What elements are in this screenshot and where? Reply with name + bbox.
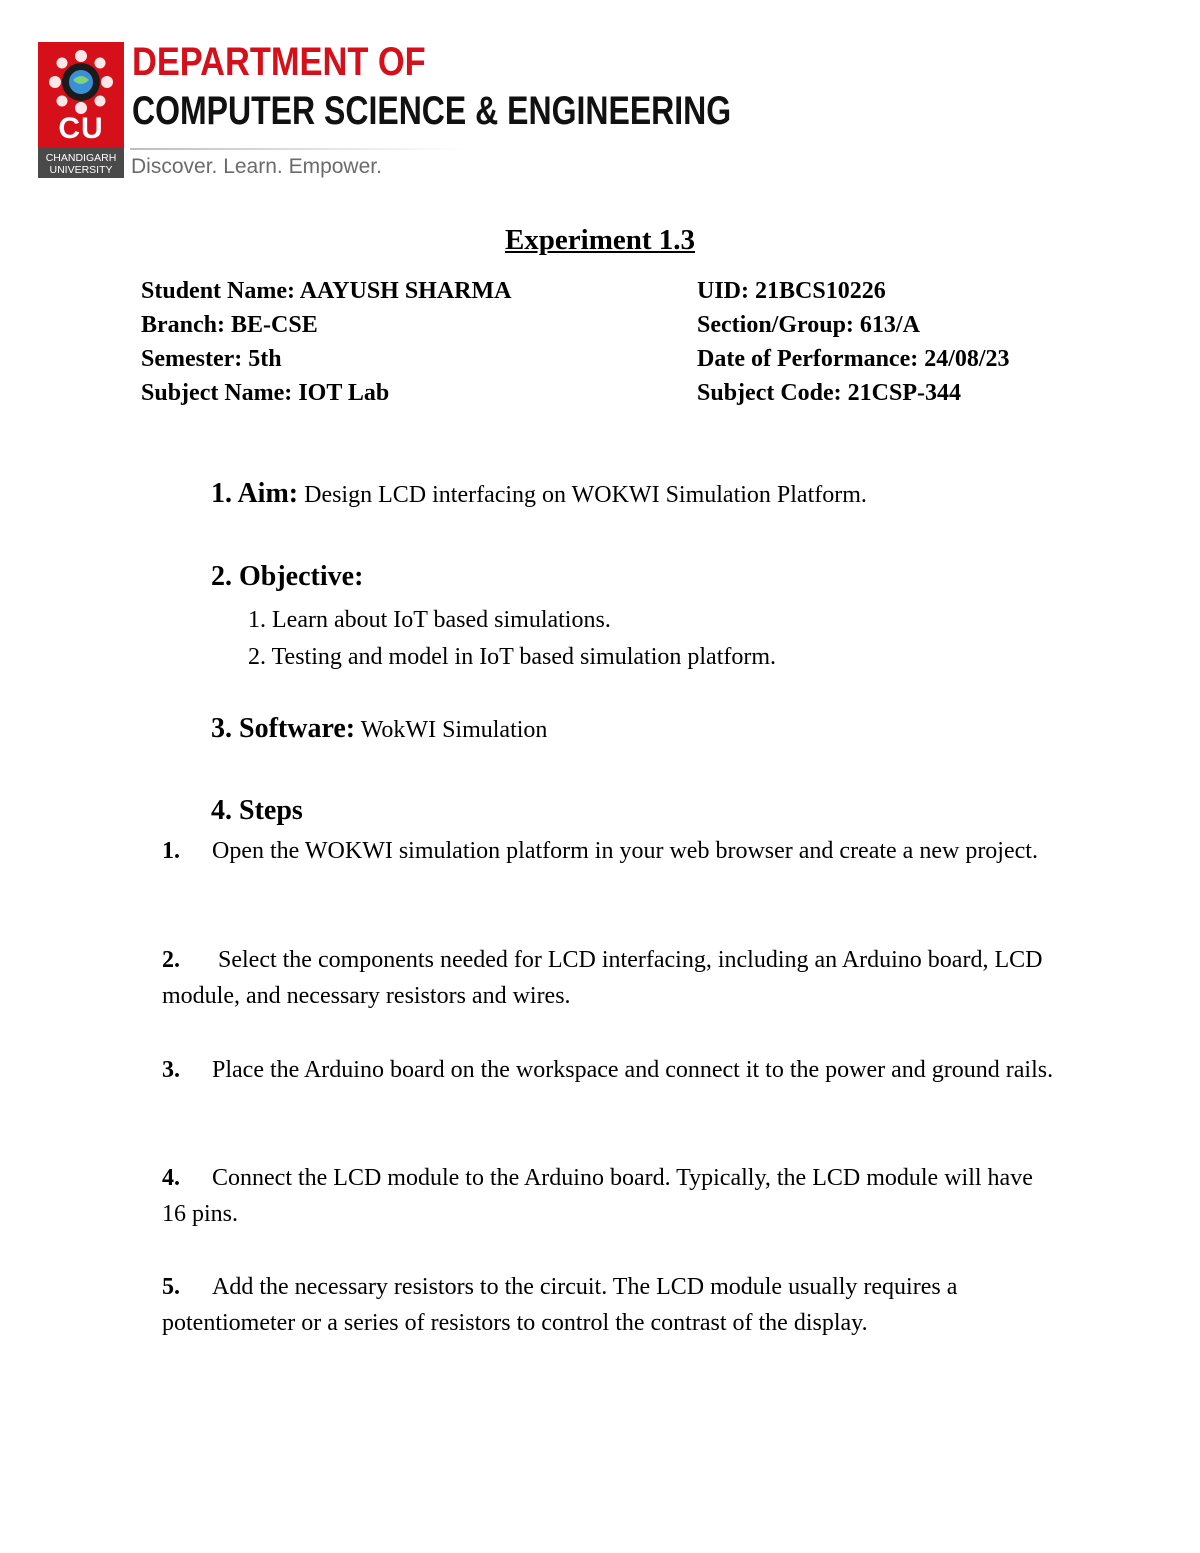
info-row-subject-name — [141, 376, 512, 410]
software-text: WokWI Simulation — [360, 717, 548, 743]
info-row-subject-code — [697, 376, 1010, 410]
info-label: UID: — [697, 278, 749, 304]
step-number: 4. — [162, 1165, 180, 1191]
info-row-section-group — [697, 308, 1010, 342]
info-value: 21BCS10226 — [755, 278, 886, 304]
logo-university-text — [38, 148, 124, 178]
university-logo — [38, 42, 124, 178]
steps-heading: 4. Steps — [211, 795, 303, 826]
aim-heading: 1. Aim: — [211, 478, 299, 509]
objective-item: 2. Testing and model in IoT based simulation platform. — [248, 644, 777, 670]
info-label: Branch: — [141, 312, 225, 338]
info-row-uid — [697, 274, 1010, 308]
info-label: Section/Group: — [697, 312, 854, 338]
department-title-line2: COMPUTER SCIENCE & ENGINEERING — [132, 89, 732, 133]
step-item — [162, 1269, 1062, 1341]
software-section — [211, 713, 547, 746]
software-heading: 3. Software: — [211, 713, 356, 744]
info-value: 21CSP-344 — [847, 380, 961, 406]
step-text: Connect the LCD module to the Arduino board. Typically, the LCD module will have 16 pins. — [162, 1165, 1033, 1227]
step-item — [162, 1052, 1062, 1088]
step-item — [162, 942, 1062, 1014]
step-text: Select the components needed for LCD interfacing, including an Arduino board, LCD module, and necessary resistors and wires. — [162, 947, 1043, 1009]
department-title-line1: DEPARTMENT OF — [132, 40, 426, 84]
info-label: Semester: — [141, 346, 243, 372]
step-number: 1. — [162, 838, 180, 864]
info-value: 24/08/23 — [924, 346, 1010, 372]
steps-section — [211, 795, 303, 828]
info-label: Subject Name: — [141, 380, 293, 406]
info-value: IOT Lab — [298, 380, 390, 406]
objective-section — [211, 561, 363, 594]
objective-list — [248, 602, 776, 676]
step-text: Open the WOKWI simulation platform in your web browser and create a new project. — [212, 838, 1038, 864]
logo-subtext-line2: UNIVERSITY — [49, 164, 113, 176]
step-item — [162, 1160, 1062, 1232]
info-value: AAYUSH SHARMA — [299, 278, 512, 304]
objective-heading: 2. Objective: — [211, 561, 364, 592]
step-item — [162, 833, 1062, 869]
info-row-semester — [141, 342, 512, 376]
aim-section — [211, 478, 867, 511]
info-row-branch — [141, 308, 512, 342]
gear-emblem-icon — [47, 48, 115, 116]
step-number: 2. — [162, 947, 180, 973]
info-right-column — [697, 274, 1010, 410]
info-row-date-of-performance — [697, 342, 1010, 376]
step-number: 5. — [162, 1274, 180, 1300]
info-label: Student Name: — [141, 278, 295, 304]
info-value: BE-CSE — [231, 312, 318, 338]
info-value: 5th — [248, 346, 282, 372]
header-divider — [130, 148, 465, 150]
step-text: Add the necessary resistors to the circuit. The LCD module usually requires a potentiometer or a series of resistors to control the contrast of the display. — [162, 1274, 958, 1336]
info-row-student-name — [141, 274, 512, 308]
step-number: 3. — [162, 1057, 180, 1083]
info-label: Date of Performance: — [697, 346, 919, 372]
info-value: 613/A — [859, 312, 920, 338]
logo-cu-text: CU — [58, 112, 104, 145]
info-label: Subject Code: — [697, 380, 842, 406]
tagline: Discover. Learn. Empower. — [131, 155, 382, 178]
experiment-title: Experiment 1.3 — [504, 224, 696, 256]
objective-item: 1. Learn about IoT based simulations. — [248, 607, 611, 633]
step-text: Place the Arduino board on the workspace and connect it to the power and ground rails. — [212, 1057, 1054, 1083]
aim-text: Design LCD interfacing on WOKWI Simulation Platform. — [304, 482, 867, 508]
logo-subtext-line1: CHANDIGARH — [45, 152, 117, 164]
info-left-column — [141, 274, 512, 410]
